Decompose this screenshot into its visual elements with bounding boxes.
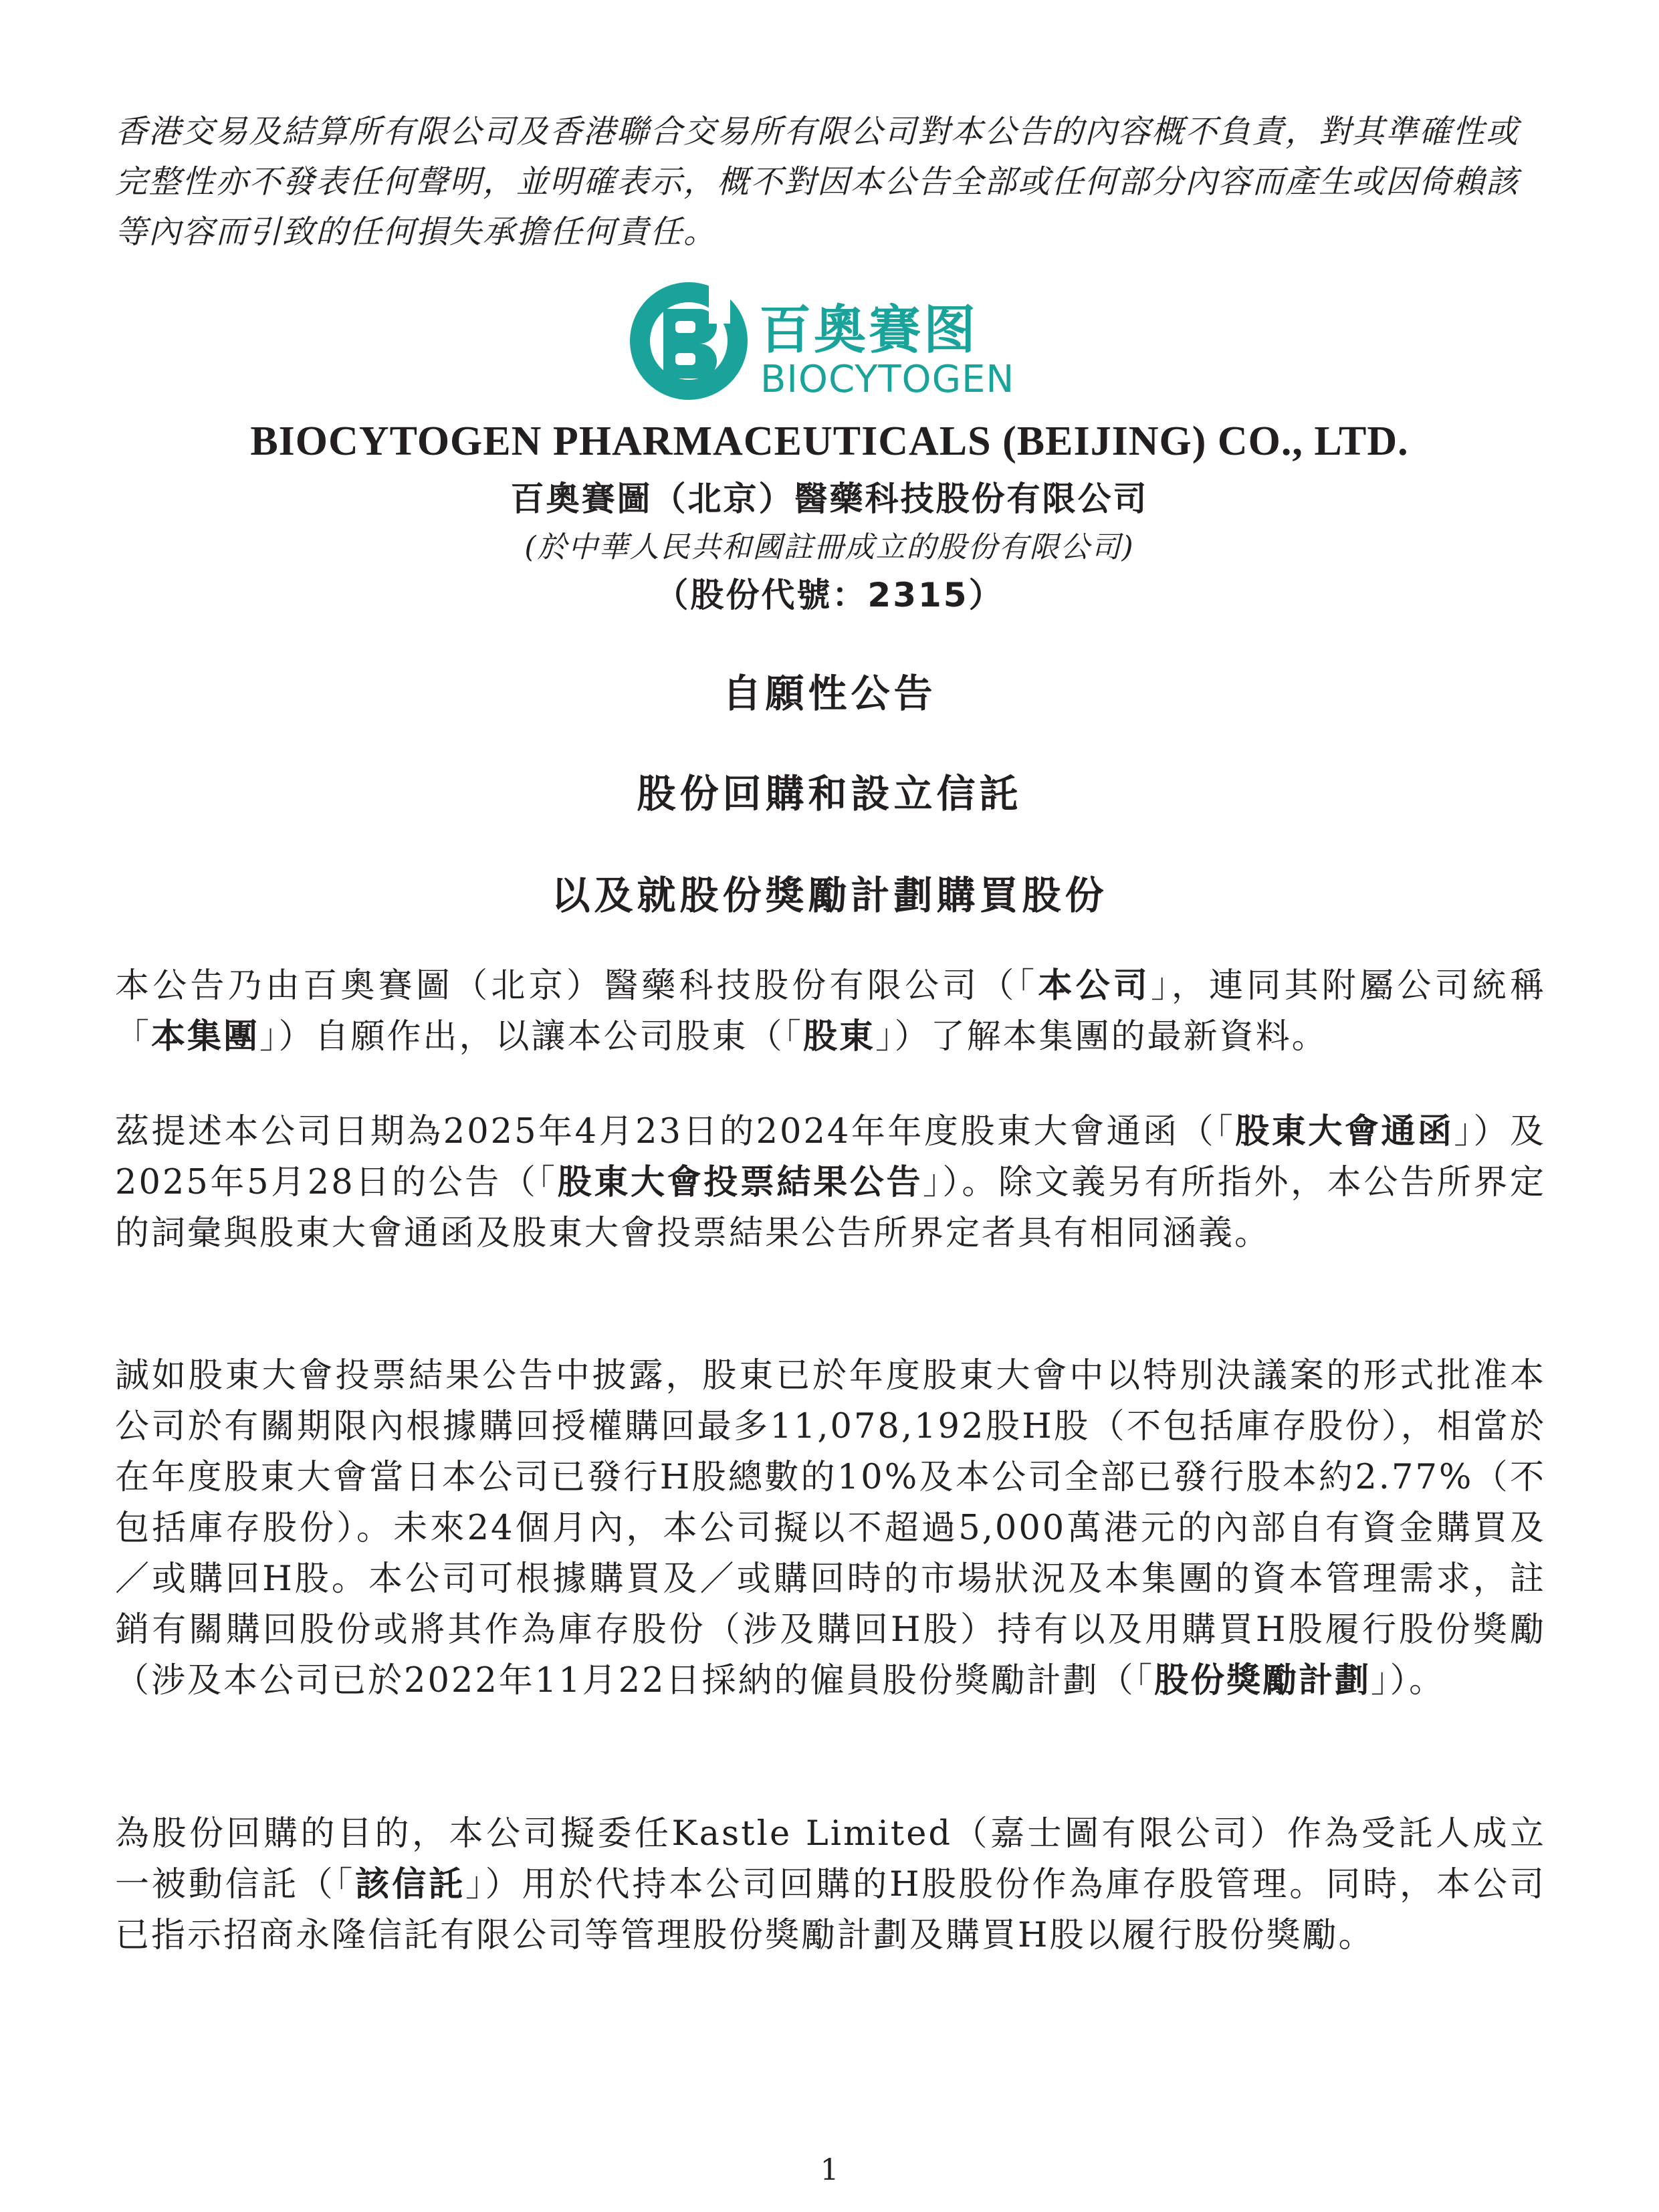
defined-term: 本集團 [151, 1017, 260, 1057]
headline-voluntary-announcement: 自願性公告 [722, 671, 937, 716]
defined-term: 股東大會通函 [1235, 1112, 1454, 1151]
text-span: 為股份回購的目的，本公司擬委任Kastle Limited（嘉士圖有限公司）作為受託人成立一被動信託（「 [115, 1814, 1546, 1904]
text-span: 」）了解本集團的最新資料。 [875, 1017, 1328, 1057]
text-span: 本公告乃由百奧賽圖（北京）醫藥科技股份有限公司（「 [115, 966, 1038, 1006]
text-span: 」）自願作出，以讓本公司股東（「 [259, 1017, 804, 1057]
company-name-english: BIOCYTOGEN PHARMACEUTICALS (BEIJING) CO., LTD. [250, 419, 1409, 464]
disclaimer-text: 香港交易及結算所有限公司及香港聯合交易所有限公司對本公告的內容概不負責，對其準確性或完整性亦不發表任何聲明，並明確表示，概不對因本公告全部或任何部分內容而產生或因倚賴該等內容而引致的任何損失承擔任何責任。 [115, 113, 1520, 251]
paragraph-introduction [115, 961, 1546, 1063]
company-name-chinese: 百奧賽圖（北京）醫藥科技股份有限公司 [510, 479, 1149, 518]
page-number: 1 [820, 2153, 839, 2187]
headline-share-award-purchase: 以及就股份獎勵計劃購買股份 [551, 873, 1108, 918]
text-span: 」）。除文義另有所指外，本公告所界定的詞彙與股東大會通函及股東大會投票結果公告所界定者具有相同涵義。 [115, 1163, 1546, 1253]
text-span: 」）及2025年5月28日的公告（「 [115, 1112, 1546, 1202]
paragraph-references [115, 1107, 1546, 1259]
biocytogen-b-logo-icon [622, 274, 1050, 408]
text-span: 」）。 [1371, 1661, 1446, 1700]
text-span: 」，連同其附屬公司統稱「 [115, 966, 1546, 1057]
defined-term: 本公司 [1038, 966, 1151, 1006]
logo-name-zh: 百奧賽图 [759, 300, 979, 360]
paragraph-trust-establishment [115, 1809, 1546, 1961]
text-span: 」）用於代持本公司回購的H股股份作為庫存股管理。同時，本公司已指示招商永隆信託有限公司等管理股份獎勵計劃及購買H股以履行股份獎勵。 [115, 1865, 1546, 1955]
text-span: 茲提述本公司日期為2025年4月23日的2024年年度股東大會通函（「 [115, 1112, 1236, 1151]
defined-term: 股東 [803, 1017, 876, 1057]
incorporation-note: (於中華人民共和國註冊成立的股份有限公司) [524, 530, 1135, 564]
defined-term: 該信託 [355, 1865, 466, 1904]
headline-share-repurchase-trust: 股份回購和設立信託 [637, 771, 1022, 816]
text-span: 誠如股東大會投票結果公告中披露，股東已於年度股東大會中以特別決議案的形式批准本公司於有關期限內根據購回授權購回最多11,078,192股H股（不包括庫存股份），相當於在年度股東大會當日本公司已發行H股總數的10%及本公司全部已發行股本約2.77%（不包括庫存股份）。未來24個月內，本公司擬以不超過5,000萬港元的內部自有資金購買及／或購回H股。本公司可根據購買及／或購回時的市場狀況及本集團的資本管理需求，註銷有關購回股份或將其作為庫存股份（涉及購回H股）持有以及用購買H股履行股份獎勵（涉及本公司已於2022年11月22日採納的僱員股份獎勵計劃（「 [115, 1356, 1547, 1700]
stock-code: （股份代號：2315） [655, 576, 1004, 615]
paragraph-repurchase-mandate [115, 1351, 1546, 1706]
defined-term: 股份獎勵計劃 [1154, 1661, 1371, 1700]
company-logo [622, 274, 1050, 408]
logo-name-en: BIOCYTOGEN [760, 358, 1015, 401]
defined-term: 股東大會投票結果公告 [557, 1163, 923, 1202]
